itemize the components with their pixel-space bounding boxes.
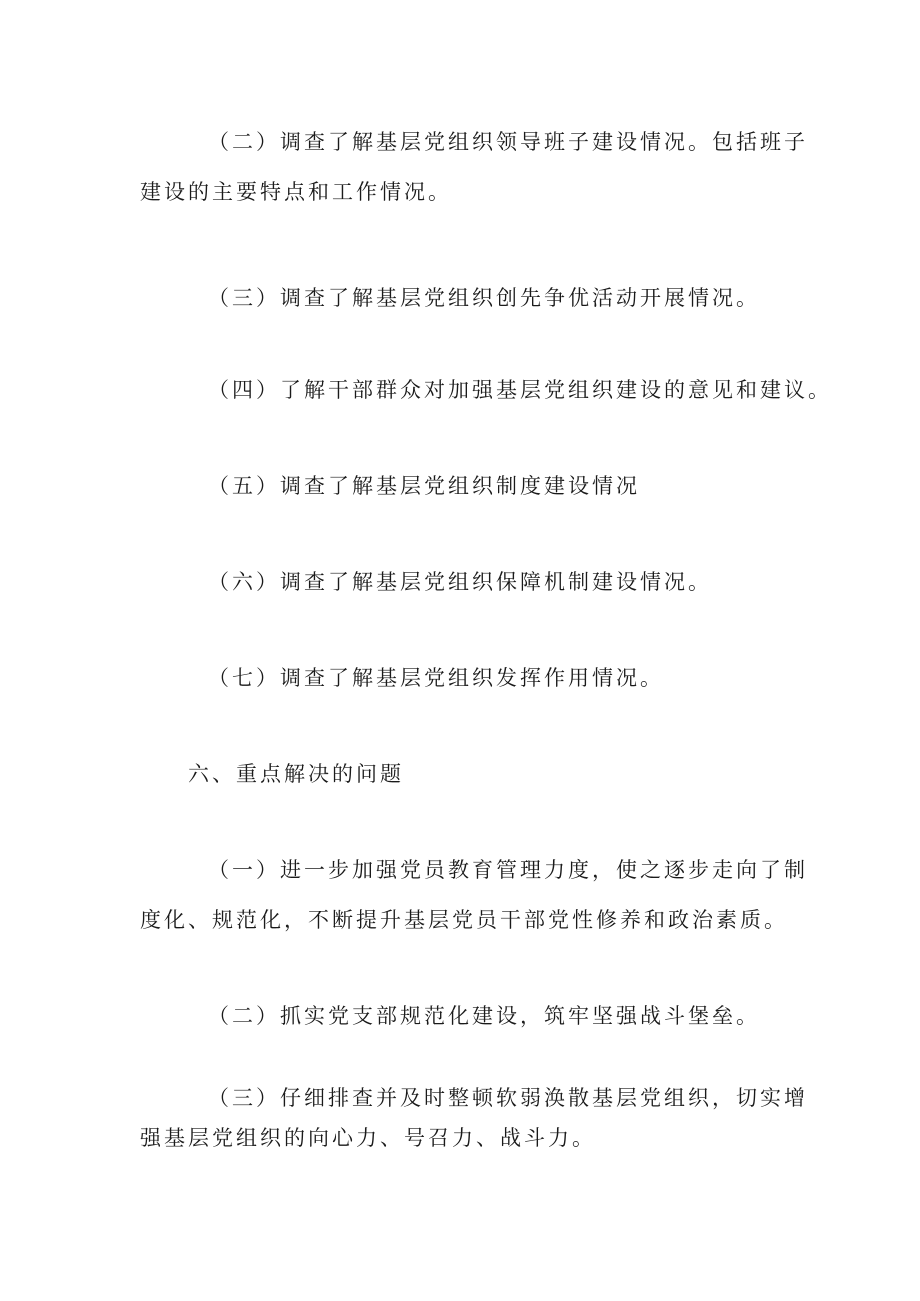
paragraph-line: （六）调查了解基层党组织保障机制建设情况。 bbox=[208, 570, 712, 594]
paragraph-line: 强基层党组织的向心力、号召力、战斗力。 bbox=[140, 1126, 596, 1150]
paragraph-line: （三）调查了解基层党组织创先争优活动开展情况。 bbox=[208, 286, 760, 310]
paragraph-line: 度化、规范化，不断提升基层党员干部党性修养和政治素质。 bbox=[140, 908, 788, 932]
paragraph-line: （五）调查了解基层党组织制度建设情况 bbox=[208, 474, 640, 498]
paragraph-line: （七）调查了解基层党组织发挥作用情况。 bbox=[208, 666, 664, 690]
paragraph-line: （二）抓实党支部规范化建设，筑牢坚强战斗堡垒。 bbox=[208, 1004, 760, 1028]
paragraph-line: 建设的主要特点和工作情况。 bbox=[140, 180, 452, 204]
paragraph-line: （四）了解干部群众对加强基层党组织建设的意见和建议。 bbox=[208, 378, 832, 402]
paragraph-line: （三）仔细排查并及时整顿软弱涣散基层党组织，切实增 bbox=[208, 1086, 808, 1110]
paragraph-line: （一）进一步加强党员教育管理力度，使之逐步走向了制 bbox=[208, 858, 808, 882]
section-heading-text: 六、重点解决的问题 bbox=[188, 762, 404, 786]
paragraph-line: （二）调查了解基层党组织领导班子建设情况。包括班子 bbox=[208, 130, 808, 154]
